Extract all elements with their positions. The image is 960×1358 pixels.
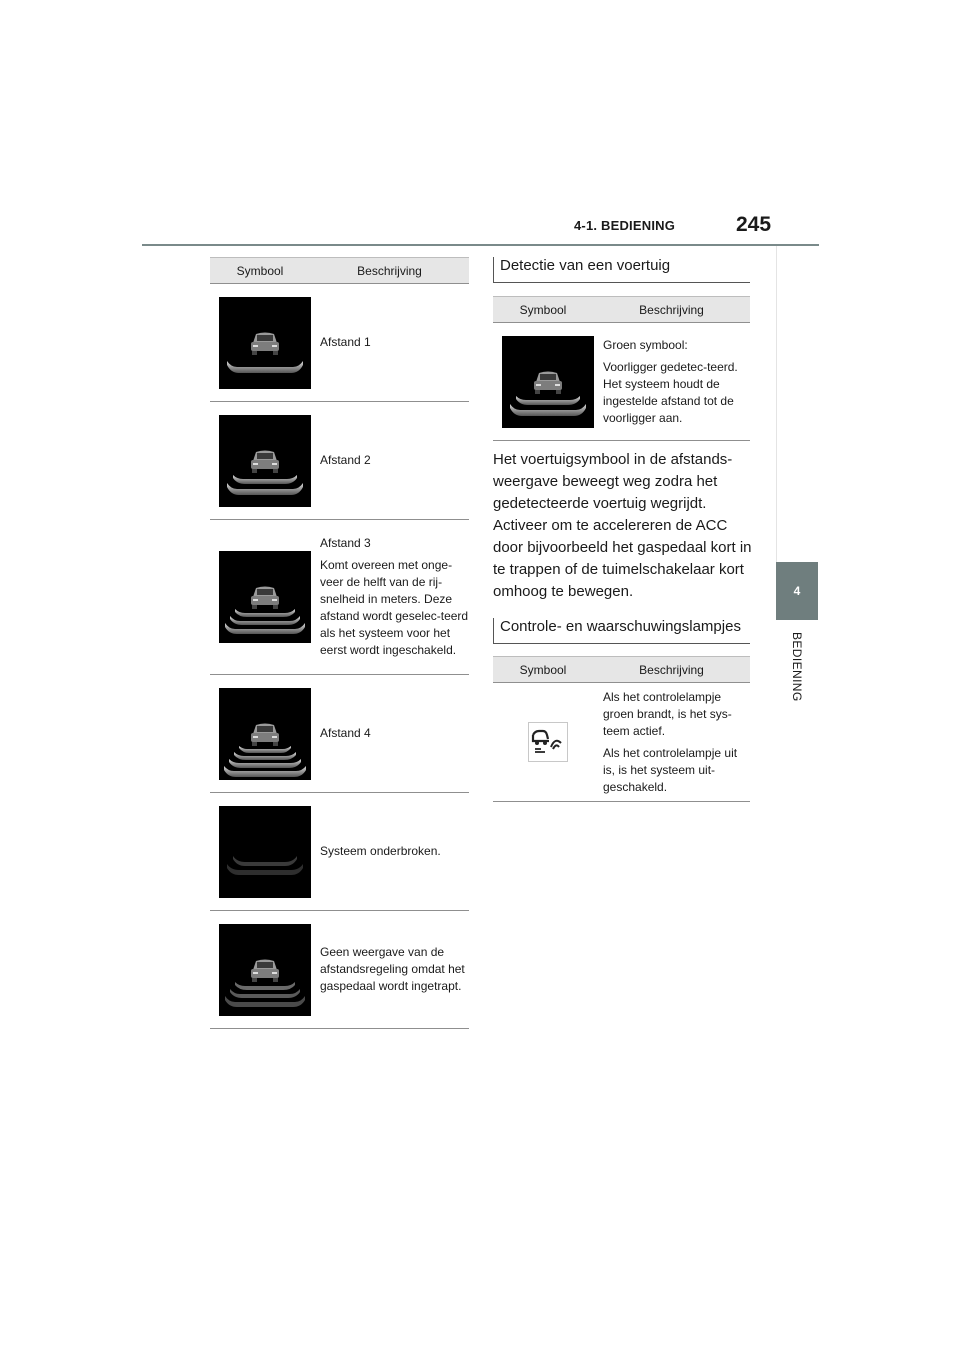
- distance-1-icon: [210, 284, 320, 401]
- table-row: [210, 911, 469, 1029]
- table-header: [210, 257, 469, 284]
- running-header-section: 4-1. BEDIENING: [574, 218, 676, 233]
- header-rule: [142, 244, 819, 246]
- table-row: [210, 284, 469, 402]
- chapter-tab: 4: [776, 562, 818, 620]
- column-header-symbol: Symbool: [236, 263, 284, 278]
- table-row: [493, 683, 750, 802]
- column-header-description: Beschrijving: [639, 662, 704, 677]
- row-description: Afstand 1: [320, 335, 371, 349]
- table-row: [210, 793, 469, 911]
- no-distance-control-icon: [210, 911, 320, 1028]
- body-paragraph: Het voertuigsymbool in de afstands-weergave beweegt weg zodra het gedetecteerde voertuig wegrijdt.: [493, 451, 733, 512]
- column-header-description: Beschrijving: [639, 302, 704, 317]
- distance-2-icon: [210, 402, 320, 519]
- row-description: Geen weergave van de afstandsregeling omdat het gaspedaal wordt ingetrapt.: [320, 945, 465, 993]
- distance-4-icon: [210, 675, 320, 792]
- row-description: Afstand 3 Komt overeen met onge-veer de helft van de rij-snelheid in meters. Deze afstand wordt geselec-teerd als het systeem voor het eerst wordt ingeschakeld.: [320, 536, 469, 657]
- vehicle-detected-icon: [493, 323, 603, 440]
- vehicle-detection-table: [493, 296, 750, 441]
- chapter-tab-label: BEDIENING: [790, 632, 804, 702]
- distance-table: [210, 257, 469, 1029]
- table-row: [210, 520, 469, 675]
- row-description: Groen symbool: Voorligger gedetec-teerd. Het systeem houdt de ingestelde afstand tot de voorligger aan.: [603, 337, 738, 425]
- row-description: Systeem onderbroken.: [320, 844, 441, 858]
- table-row: [493, 323, 750, 441]
- row-description: Als het controlelampje groen brandt, is het sys-teem actief. Als het controlelampje uit is, is het systeem uit-geschakeld.: [603, 689, 738, 794]
- row-description: Afstand 4: [320, 726, 371, 740]
- vehicle-detection-title: Detectie van een voertuig: [493, 257, 750, 283]
- table-row: [210, 675, 469, 793]
- side-tab-guide: [776, 246, 818, 562]
- warning-lamps-table: [493, 656, 750, 802]
- column-header-description: Beschrijving: [357, 263, 422, 278]
- column-header-symbol: Symbool: [519, 662, 567, 677]
- acc-indicator-lamp-icon: [493, 683, 603, 801]
- system-interrupted-icon: [210, 793, 320, 910]
- table-row: [210, 402, 469, 520]
- row-description: Afstand 2: [320, 453, 371, 467]
- column-header-symbol: Symbool: [519, 302, 567, 317]
- body-paragraph: Activeer om te accelereren de ACC door bijvoorbeeld het gaspedaal kort in te trappen of de tuimelschakelaar kort omhoog te bewegen.: [493, 517, 752, 600]
- table-header: [493, 296, 750, 323]
- table-header: [493, 656, 750, 683]
- page-number: 245: [736, 213, 772, 236]
- distance-3-icon: [210, 520, 320, 674]
- warning-lamps-title: Controle- en waarschuwingslampjes: [493, 618, 750, 644]
